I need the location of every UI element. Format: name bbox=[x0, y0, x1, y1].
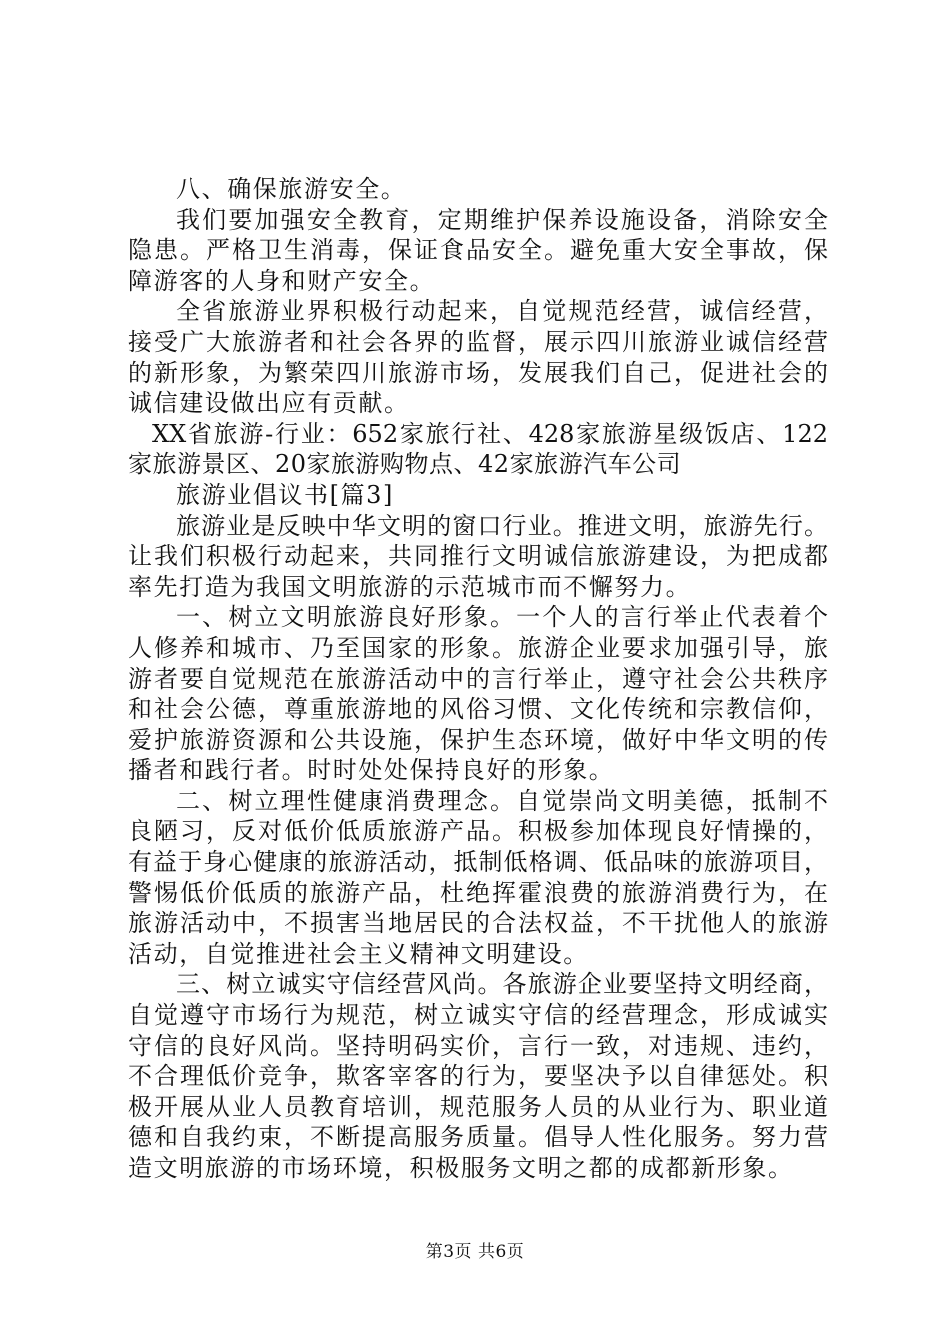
paragraph-line: 警惕低价低质的旅游产品，杜绝挥霍浪费的旅游消费行为，在 bbox=[128, 878, 828, 907]
paragraph-line: 自觉遵守市场行为规范，树立诚实守信的经营理念，形成诚实 bbox=[128, 1001, 828, 1030]
paragraph-line: 接受广大旅游者和社会各界的监督，展示四川旅游业诚信经营 bbox=[128, 327, 828, 356]
paragraph-line: 一、树立文明旅游良好形象。一个人的言行举止代表着个 bbox=[176, 603, 828, 632]
paragraph-line: 极开展从业人员教育培训，规范服务人员的从业行为、职业道 bbox=[128, 1092, 828, 1121]
paragraph-line: 游者要自觉规范在旅游活动中的言行举止，遵守社会公共秩序 bbox=[128, 664, 828, 693]
paragraph-line: 旅游业是反映中华文明的窗口行业。推进文明，旅游先行。 bbox=[176, 511, 828, 540]
section-heading-safety: 八、确保旅游安全。 bbox=[176, 175, 407, 203]
paragraph-line: 人修养和城市、乃至国家的形象。旅游企业要求加强引导，旅 bbox=[128, 633, 828, 662]
page-number-footer: 第3页 共6页 bbox=[425, 1242, 525, 1262]
paragraph-line: 良陋习，反对低价低质旅游产品。积极参加体现良好情操的， bbox=[128, 817, 828, 846]
paragraph-line: 三、树立诚实守信经营风尚。各旅游企业要坚持文明经商， bbox=[176, 970, 828, 999]
paragraph-line: 隐患。严格卫生消毒，保证食品安全。避免重大安全事故，保 bbox=[128, 236, 828, 265]
paragraph-line: 守信的良好风尚。坚持明码实价，言行一致，对违规、违约， bbox=[128, 1031, 828, 1060]
industry-stats-line: XX省旅游-行业：652家旅行社、428家旅游星级饭店、122 bbox=[152, 419, 828, 448]
paragraph-line: 诚信建设做出应有贡献。 bbox=[128, 389, 410, 418]
paragraph-line: 德和自我约束，不断提高服务质量。倡导人性化服务。努力营 bbox=[128, 1123, 828, 1152]
document-body bbox=[128, 174, 828, 1184]
paragraph-line: 爱护旅游资源和公共设施，保护生态环境，做好中华文明的传 bbox=[128, 725, 828, 754]
paragraph-line: 有益于身心健康的旅游活动，抵制低格调、低品味的旅游项目， bbox=[128, 848, 828, 877]
paragraph-line: 的新形象，为繁荣四川旅游市场，发展我们自己，促进社会的 bbox=[128, 358, 828, 387]
paragraph-line: 二、树立理性健康消费理念。自觉崇尚文明美德，抵制不 bbox=[176, 786, 828, 815]
industry-stats-line: 家旅游景区、20家旅游购物点、42家旅游汽车公司 bbox=[128, 450, 682, 479]
paragraph-line: 旅游活动中，不损害当地居民的合法权益，不干扰他人的旅游 bbox=[128, 909, 828, 938]
paragraph-line: 造文明旅游的市场环境，积极服务文明之都的成都新形象。 bbox=[128, 1154, 794, 1182]
paragraph-line: 让我们积极行动起来，共同推行文明诚信旅游建设，为把成都 bbox=[128, 542, 828, 571]
paragraph-line: 和社会公德，尊重旅游地的风俗习惯、文化传统和宗教信仰， bbox=[128, 695, 828, 724]
paragraph-line: 率先打造为我国文明旅游的示范城市而不懈努力。 bbox=[128, 572, 692, 601]
paragraph-line: 播者和践行者。时时处处保持良好的形象。 bbox=[128, 756, 615, 785]
paragraph-line: 障游客的人身和财产安全。 bbox=[128, 266, 436, 295]
paragraph-line: 不合理低价竞争，欺客宰客的行为，要坚决予以自律惩处。积 bbox=[128, 1062, 828, 1091]
section-title-article-3: 旅游业倡议书[篇3] bbox=[176, 480, 394, 509]
paragraph-line: 全省旅游业界积极行动起来，自觉规范经营，诚信经营， bbox=[176, 297, 828, 326]
paragraph-line: 活动，自觉推进社会主义精神文明建设。 bbox=[128, 939, 589, 968]
paragraph-line: 我们要加强安全教育，定期维护保养设施设备，消除安全 bbox=[176, 205, 828, 234]
